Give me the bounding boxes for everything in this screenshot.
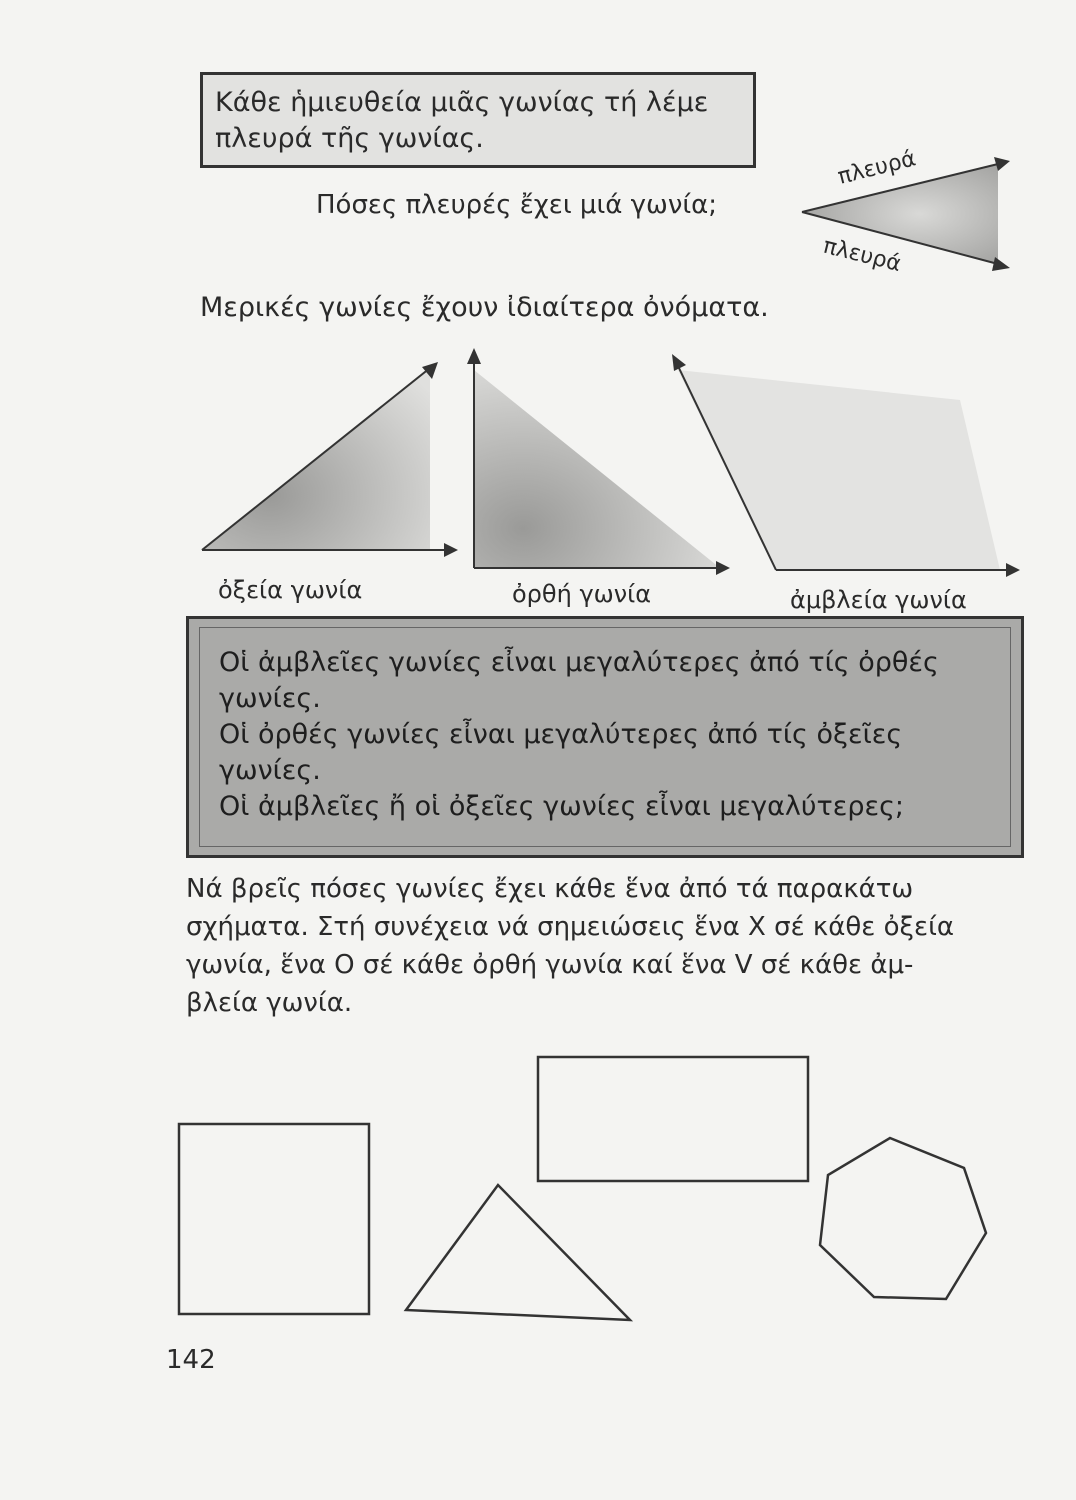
rectangle-shape bbox=[538, 1057, 808, 1181]
comparison-line-4: γωνίες. bbox=[219, 755, 321, 786]
arrow-head-icon bbox=[716, 561, 730, 575]
comparison-line-3: Οἱ ὀρθές γωνίες εἶναι μεγαλύτερες ἀπό τίς ὀξεῖες bbox=[219, 719, 903, 750]
definition-box bbox=[200, 72, 756, 168]
comparison-line-1: Οἱ ἀμβλεῖες γωνίες εἶναι μεγαλύτερες ἀπό τίς ὀρθές bbox=[219, 647, 939, 678]
comparison-box bbox=[186, 616, 1024, 858]
angle-sides-diagram bbox=[780, 140, 1030, 290]
obtuse-angle-figure bbox=[672, 354, 1020, 577]
instructions-line-1: Νά βρεῖς πόσες γωνίες ἔχει κάθε ἕνα ἀπό τά παρακάτω bbox=[186, 874, 914, 904]
names-sentence: Μερικές γωνίες ἔχουν ἰδιαίτερα ὀνόματα. bbox=[200, 292, 769, 323]
arrow-head-icon bbox=[444, 543, 458, 557]
square-shape bbox=[179, 1124, 369, 1314]
arrow-head-icon bbox=[992, 257, 1010, 271]
arrow-head-icon bbox=[1006, 563, 1020, 577]
obtuse-angle-label: ἀμβλεία γωνία bbox=[790, 586, 967, 614]
side-label-top: πλευρά bbox=[835, 146, 919, 190]
question-sides: Πόσες πλευρές ἔχει μιά γωνία; bbox=[316, 190, 718, 220]
acute-angle-figure bbox=[202, 362, 458, 557]
page-number: 142 bbox=[166, 1345, 216, 1375]
instructions-line-3: γωνία, ἕνα Ο σέ κάθε ὀρθή γωνία καί ἕνα V σέ κάθε ἀμ- bbox=[186, 950, 914, 980]
shapes-exercise bbox=[170, 1045, 1030, 1335]
right-shading bbox=[474, 370, 720, 568]
heptagon-shape bbox=[820, 1138, 986, 1299]
side-label-bottom: πλευρά bbox=[820, 233, 904, 278]
comparison-text bbox=[219, 645, 939, 825]
right-angle-label: ὀρθή γωνία bbox=[512, 580, 652, 608]
definition-line-2: πλευρά τῆς γωνίας. bbox=[215, 123, 484, 154]
triangle-shape bbox=[406, 1185, 630, 1320]
comparison-line-5: Οἱ ἀμβλεῖες ἤ οἱ ὀξεῖες γωνίες εἶναι μεγαλύτερες; bbox=[219, 791, 905, 822]
arrow-head-icon bbox=[467, 348, 481, 364]
instructions-line-2: σχήματα. Στή συνέχεια νά σημειώσεις ἕνα X σέ κάθε ὀξεία bbox=[186, 912, 955, 942]
angle-types-diagram bbox=[180, 340, 1030, 590]
acute-angle-label: ὀξεία γωνία bbox=[218, 576, 363, 604]
comparison-line-2: γωνίες. bbox=[219, 683, 321, 714]
arrow-head-icon bbox=[672, 354, 686, 371]
instructions-line-4: βλεία γωνία. bbox=[186, 988, 353, 1018]
obtuse-shading bbox=[678, 370, 1000, 570]
definition-line-1: Κάθε ἡμιευθεία μιᾶς γωνίας τή λέμε bbox=[215, 87, 709, 118]
instructions-paragraph bbox=[186, 870, 1016, 1022]
